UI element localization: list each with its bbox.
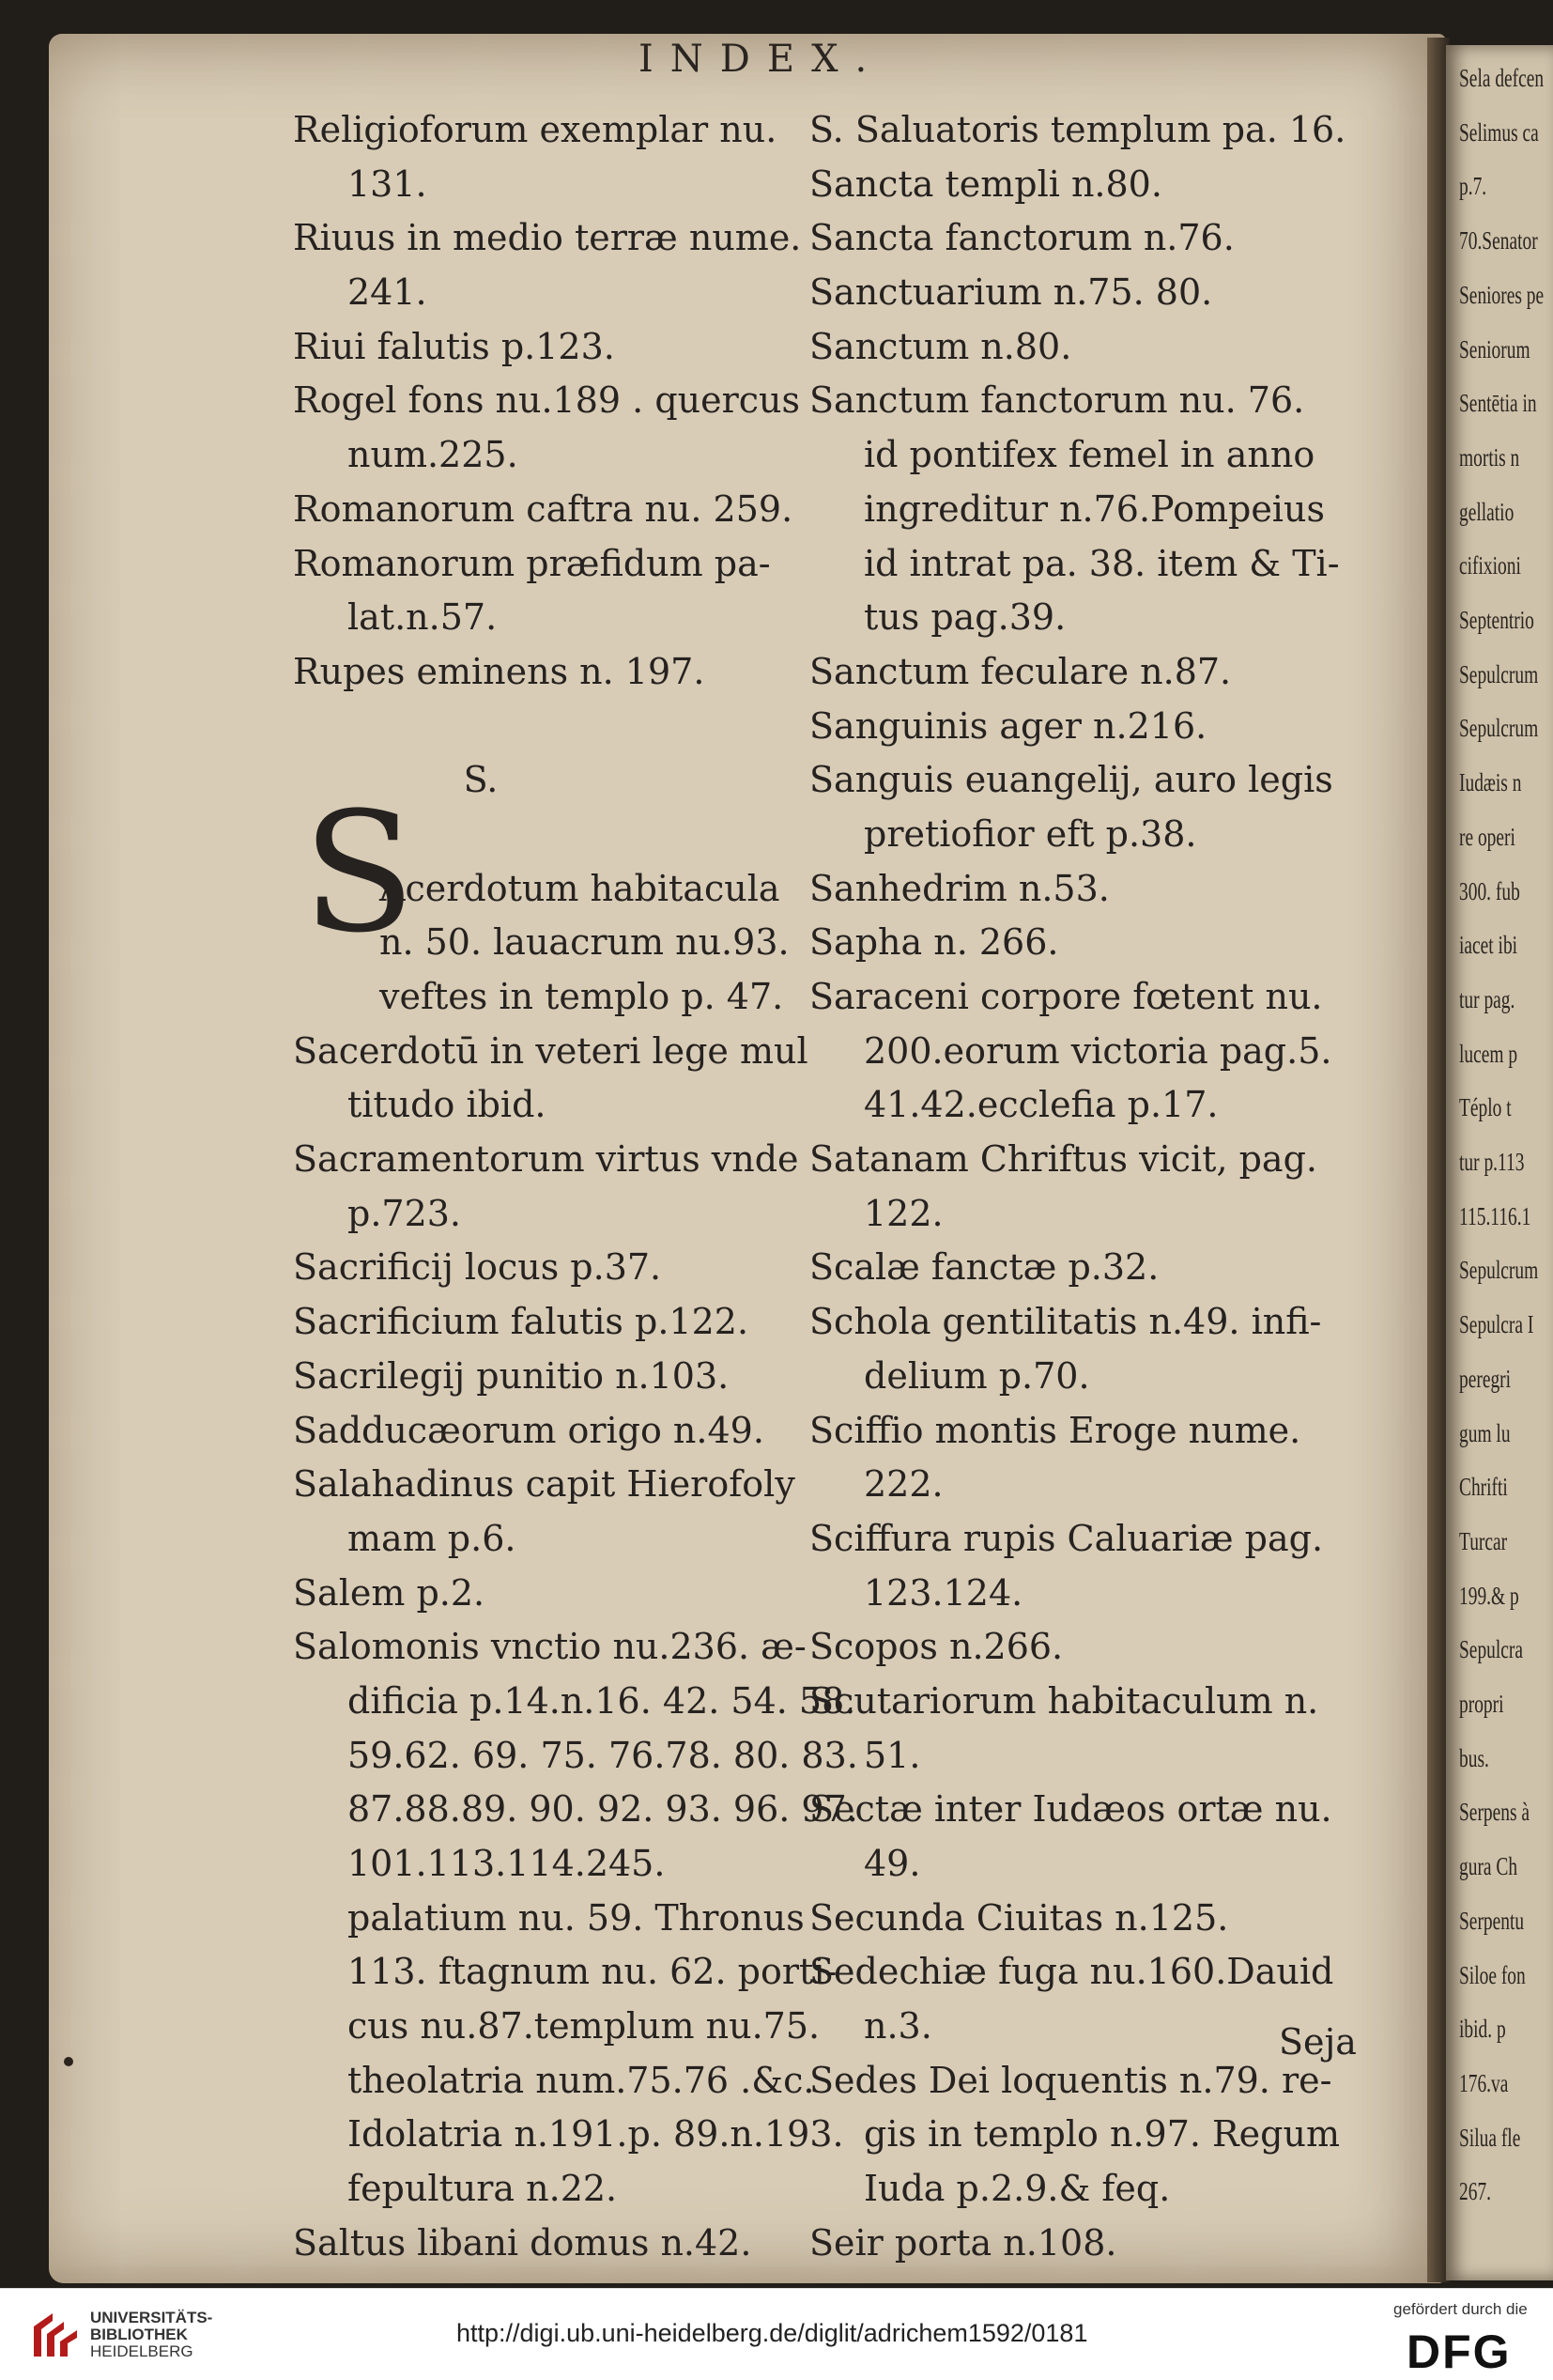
index-entry: 51. [864,1734,921,1776]
index-entry: Riuus in medio terræ nume. [293,217,802,259]
facing-page-fragment: 176.va [1459,2068,1509,2097]
index-entry: Iuda p.2.9.& feq. [864,2168,1171,2210]
facing-page-fragment: Turcar [1459,1526,1508,1555]
index-entry: p.723. [347,1192,462,1234]
facing-page-fragment: Chrifti [1459,1473,1508,1502]
facing-page-fragment: 267. [1459,2177,1492,2206]
index-entry: Sectæ inter Iudæos ortæ nu. [809,1788,1332,1831]
index-entry: n.3. [864,2005,932,2048]
facing-page-fragment: Seniorum [1459,334,1530,363]
index-entry: Sciffio montis Eroge nume. [809,1409,1301,1451]
index-entry: 200.eorum victoria pag.5. [864,1029,1332,1072]
dfg-logo: DFG [1407,2326,1512,2378]
facing-page-fragment: Serpens à [1459,1798,1530,1827]
index-entry: Religioforum exemplar nu. [293,109,777,150]
index-entry: Schola gentilitatis n.49. infi- [809,1301,1322,1343]
facing-page-fragment: Sela defcen [1459,64,1545,92]
facing-page-fragment: iacet ibi [1459,931,1518,960]
index-entry: fepultura n.22. [347,2168,618,2210]
index-entry: dificia p.14.n.16. 42. 54. 58. [347,1679,856,1722]
library-name-line: UNIVERSITÄTS- [90,2309,213,2326]
index-entry: Sanhedrim n.53. [809,867,1110,909]
index-entry: 87.88.89. 90. 92. 93. 96. 97. [347,1788,858,1831]
facing-page-fragment: gura Ch [1459,1852,1518,1881]
facing-page-fragment: 115.116.1 [1459,1201,1531,1230]
index-entry: palatium nu. 59. Thronus [347,1896,805,1939]
index-entry: Sacrificium falutis p.122. [293,1301,749,1343]
index-entry: Salem p.2. [293,1571,485,1614]
index-entry: Scutariorum habitaculum n. [809,1679,1319,1722]
facing-page-fragment: propri [1459,1690,1504,1718]
index-entry: Sancta fanctorum n.76. [809,217,1235,259]
index-entry: 222. [864,1463,944,1506]
facing-page-fragment: Seniores pe [1459,280,1545,309]
index-entry: delium p.70. [864,1354,1090,1397]
facing-page-fragment: ibid. p [1459,2015,1506,2044]
library-name-line: BIBLIOTHEK [90,2326,188,2343]
facing-page-fragment: p.7. [1459,172,1487,201]
index-entry: Satanam Chriftus vicit, pag. [809,1138,1317,1181]
facing-page-fragment: Téplo t [1459,1093,1512,1122]
index-entry: n. 50. lauacrum nu.93. [379,921,790,964]
index-entry: Sanctum feculare n.87. [809,650,1232,692]
index-entry: Salahadinus capit Hierofoly [293,1463,795,1506]
drop-capital: S [302,777,416,969]
index-entry: ingreditur n.76.Pompeius [864,487,1325,530]
running-head: INDEX. [638,38,884,81]
permalink-url[interactable]: http://digi.ub.uni-heidelberg.de/diglit/adrichem1592/0181 [456,2319,1088,2347]
facing-page-fragment: Silua fle [1459,2123,1521,2152]
index-entry: Saraceni corpore fœtent nu. [809,976,1323,1017]
index-entry: 59.62. 69. 75. 76.78. 80. 83. [347,1734,858,1776]
facing-page-fragment: Sepulcrum [1459,714,1539,743]
facing-page-fragment: lucem p [1459,1039,1518,1068]
facing-page-fragment: Siloe fon [1459,1960,1526,1989]
facing-page-fragment: Sepulcra [1459,1635,1524,1664]
index-entry: Sanguis euangelij, auro legis [809,759,1333,801]
facing-page-fragment: 70.Senator [1459,226,1538,255]
index-entry: Scopos n.266. [809,1626,1064,1668]
index-entry: Sciffura rupis Caluariæ pag. [809,1517,1324,1559]
facing-page-fragment: bus. [1459,1743,1489,1772]
index-entry: Sacrilegij punitio n.103. [293,1354,730,1397]
index-entry: Salomonis vnctio nu.236. æ- [293,1626,807,1668]
facing-page-fragment: Sepulcrum [1459,1256,1539,1285]
index-entry: 41.42.ecclefia p.17. [864,1084,1219,1126]
facing-page-fragment: tur p.113 [1459,1148,1525,1176]
index-entry: id pontifex femel in anno [864,434,1315,476]
index-entry: Sapha n. 266. [809,921,1059,964]
index-entry: 122. [864,1192,944,1234]
index-entry: 241. [347,271,427,314]
index-entry: pretiofior eft p.38. [864,812,1197,855]
facing-page-fragment: 199.& p [1459,1581,1519,1610]
index-entry: id intrat pa. 38. item & Ti- [864,542,1340,584]
index-entry: Sacrificij locus p.37. [293,1246,662,1289]
blank-line [293,700,819,754]
index-entry: Sadducæorum origo n.49. [293,1409,764,1451]
index-entry: Rogel fons nu.189 . quercus [293,379,801,422]
facing-page-fragment: Sepulcrum [1459,659,1539,688]
facing-page-fragment: Selimus ca [1459,117,1539,147]
ink-speck [64,2057,73,2066]
index-entry: Scalæ fanctæ p.32. [809,1246,1160,1289]
index-entry: cus nu.87.templum nu.75. [347,2005,821,2048]
index-entry: Sacerdotū in veteri lege mul [293,1029,808,1072]
index-entry: Sedechiæ fuga nu.160.Dauid [809,1951,1334,1993]
digitization-footer [0,2288,1553,2380]
index-entry: Saltus libani domus n.42. [293,2221,752,2264]
index-entry: gis in templo n.97. Regum [864,2113,1340,2156]
index-entry: 113. ftagnum nu. 62. porti- [347,1951,838,1993]
index-entry: 49. [864,1843,921,1884]
index-entry: Sacramentorum virtus vnde [293,1138,799,1181]
index-entry: Sanctum fanctorum nu. 76. [809,379,1305,422]
library-logo-icon [28,2308,83,2362]
index-entry: 131. [347,162,427,205]
facing-page-fragment: cifixioni [1459,551,1521,580]
index-entry: Idolatria n.191.p. 89.n.193. [347,2113,844,2156]
facing-page-fragment: Sepulcra I [1459,1310,1534,1339]
index-entry: Sancta templi n.80. [809,162,1162,205]
facing-page-edge [1446,45,1553,2280]
facing-page-fragment: Iudæis n [1459,768,1522,797]
index-entry: Sedes Dei loquentis n.79. re- [809,2059,1332,2101]
facing-page-fragment: Septentrio [1459,606,1534,634]
index-column-left [293,103,858,2271]
index-entry: Sanctuarium n.75. 80. [809,271,1213,314]
index-entry: Romanorum caftra nu. 259. [293,487,793,530]
index-entry: titudo ibid. [347,1084,546,1126]
index-entry: Rupes eminens n. 197. [293,650,705,692]
facing-page-fragment: re operi [1459,822,1515,851]
index-entry: veftes in templo p. 47. [379,976,784,1017]
index-entry: lat.n.57. [347,596,498,639]
catchword: Seja [1279,2021,1357,2063]
library-name [90,2310,212,2360]
index-entry: num.225. [347,434,518,476]
library-name-line: HEIDELBERG [90,2342,193,2360]
index-entry: theolatria num.75.76 .&c. [347,2059,815,2101]
index-entry: Romanorum præfidum pa- [293,542,771,584]
index-entry: Sanguinis ager n.216. [809,704,1207,747]
index-entry: Seir porta n.108. [809,2221,1117,2264]
index-entry: mam p.6. [347,1517,516,1559]
facing-page-fragment: Serpentu [1459,1906,1525,1935]
facing-page-fragment: Sentētia in [1459,389,1537,418]
index-entry: tus pag.39. [864,596,1067,639]
index-entry: 101.113.114.245. [347,1843,666,1884]
facing-page-fragment: mortis n [1459,442,1520,471]
index-entry: Sanctum n.80. [809,325,1072,367]
facing-page-fragment: 300. fub [1459,876,1520,905]
index-column-right [809,103,1346,2271]
facing-page-fragment: tur pag. [1459,984,1515,1013]
index-entry: S. [463,759,499,801]
facing-page-fragment: gellatio [1459,497,1515,526]
funding-note: gefördert durch die [1393,2300,1528,2318]
index-entry: S. Saluatoris templum pa. 16. [809,109,1346,150]
index-entry: Riui falutis p.123. [293,325,615,367]
index-entry: 123.124. [864,1571,1023,1614]
index-entry: Acerdotum habitacula [379,867,780,909]
facing-page-fragment: gum lu [1459,1418,1511,1447]
index-entry: Secunda Ciuitas n.125. [809,1896,1229,1939]
facing-page-fragment: peregri [1459,1364,1512,1393]
